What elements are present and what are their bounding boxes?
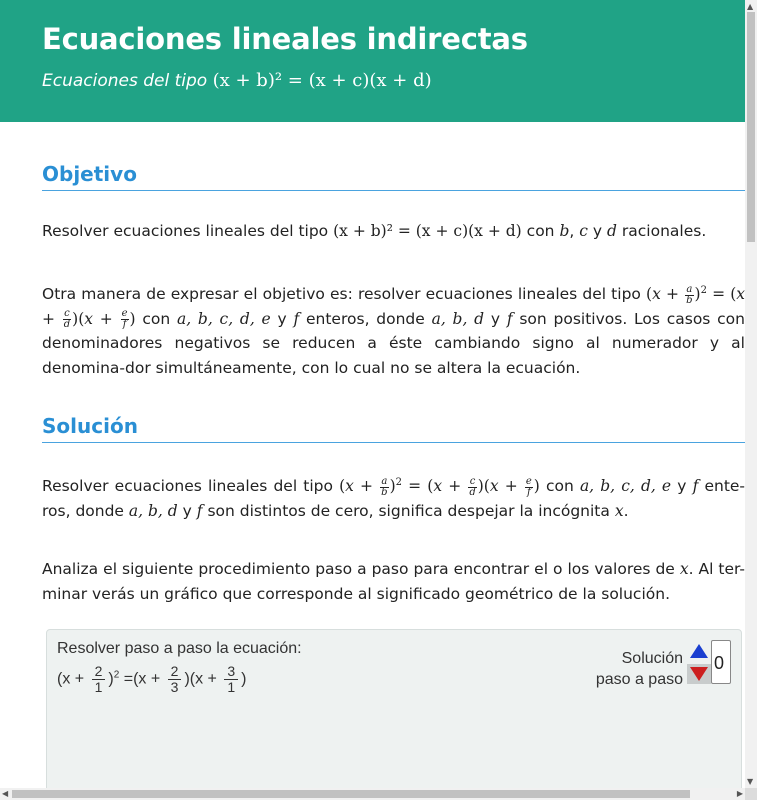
solucion-p1-vars: a, b, c, d, e: [579, 477, 672, 496]
step-up-icon[interactable]: [690, 644, 708, 658]
eq-fraction-2: [168, 664, 182, 695]
solucion-p2-part2: . Al ter-minar verás un gráfico que corresponde al significado geométrico de la solución.: [42, 560, 745, 603]
eq-close3: ): [241, 670, 247, 688]
objetivo-p2-vars2: a, b, d: [431, 309, 485, 328]
vertical-scrollbar[interactable]: [745, 0, 757, 788]
objetivo-p2-part3: enteros, donde: [306, 309, 425, 328]
step-label-line2: paso a paso: [595, 671, 683, 688]
page-subtitle: [42, 70, 432, 91]
objetivo-p2-formula: (x + $\frac{a}{b}$ )$^2$ = (x + $\frac{c}{d}$ )(x + $\frac{e}{f}$ ): [42, 283, 745, 331]
eq-close1: ): [108, 670, 114, 688]
step-label: [596, 648, 683, 690]
section-rule-objetivo: [42, 190, 745, 191]
solucion-p1-f: f: [692, 477, 699, 496]
eq-mid2: )(x +: [184, 670, 217, 688]
eq-num-1: 2: [92, 664, 106, 680]
eq-den-2: 3: [170, 679, 179, 695]
objetivo-p2-f2: f: [506, 309, 513, 328]
step-arrows: [687, 640, 711, 686]
objetivo-p1-formula: (x + b)² = (x + c)(x + d): [333, 222, 522, 240]
solucion-p1-f2: f: [196, 501, 203, 520]
objetivo-p1-d: d: [607, 222, 617, 240]
objetivo-p2-y2: y: [490, 309, 501, 328]
step-label-line1: Solución: [621, 650, 683, 667]
page-header: [0, 0, 745, 122]
solucion-p1-y2: y: [182, 501, 192, 520]
eq-square: 2: [113, 669, 120, 681]
scrollbar-corner: [745, 788, 757, 800]
objetivo-p2-f: f: [293, 309, 300, 328]
vertical-scroll-thumb[interactable]: [747, 12, 755, 242]
applet-prompt: Resolver paso a paso la ecuación:: [57, 640, 302, 657]
solucion-p2-part1: Analiza el siguiente procedimiento paso a paso para encontrar el o los valores de: [42, 560, 675, 578]
scroll-down-icon[interactable]: ▼: [747, 777, 754, 786]
objetivo-p1-text: Resolver ecuaciones lineales del tipo: [42, 222, 329, 240]
objetivo-p1-con: con: [526, 222, 555, 240]
section-rule-solucion: [42, 442, 745, 443]
eq-fraction-3: [224, 664, 238, 695]
scroll-left-icon[interactable]: ◀: [2, 789, 9, 798]
objetivo-p1-sep: ,: [569, 222, 575, 240]
objetivo-p1-c: c: [579, 222, 588, 240]
objetivo-p2-y: y: [277, 309, 287, 328]
applet-equation: [57, 664, 246, 695]
scroll-up-icon[interactable]: ▲: [747, 2, 754, 11]
solucion-paragraph-2: [42, 557, 745, 606]
solucion-p2-x: x: [679, 560, 689, 578]
objetivo-p2-part2: con: [142, 309, 171, 328]
objetivo-p2-vars: a, b, c, d, e: [176, 309, 271, 328]
step-down-icon[interactable]: [690, 667, 708, 681]
solucion-p1-dot: .: [623, 501, 629, 520]
eq-mid: =(x +: [123, 670, 161, 688]
step-down-button[interactable]: [687, 664, 711, 684]
solucion-p1-formula: (x + $\frac{a}{b}$ )$^2$ = (x + $\frac{c}{d}$ )(x + $\frac{e}{f}$ ): [339, 475, 540, 498]
horizontal-scrollbar[interactable]: [0, 788, 745, 800]
solucion-p1-y: y: [677, 477, 687, 496]
objetivo-p2-part4: son positivos. Los casos con denominadores negativos se reducen a éste cambiando signo al numerador y al denomina-dor simultáneamente, con lo cual no se altera la ecuación.: [42, 309, 745, 377]
page-title: Ecuaciones lineales indirectas: [42, 22, 528, 56]
step-by-step-applet[interactable]: [46, 629, 742, 788]
step-counter-field[interactable]: 0: [711, 640, 731, 684]
section-heading-solucion: Solución: [42, 414, 138, 438]
solucion-p1-vars2: a, b, d: [128, 501, 178, 520]
objetivo-p1-y: y: [592, 222, 603, 240]
objetivo-p1-end: racionales.: [621, 222, 707, 240]
eq-open1: (x +: [57, 670, 85, 688]
solucion-p1-x: x: [614, 501, 624, 520]
eq-fraction-1: [92, 664, 106, 695]
solucion-p1-part3: ente-ros, donde: [42, 477, 745, 520]
solucion-paragraph-1: [42, 471, 745, 523]
solucion-p1-part2: con: [545, 477, 574, 496]
eq-den-3: 1: [227, 679, 236, 695]
objetivo-paragraph-2: [42, 279, 745, 380]
horizontal-scroll-thumb[interactable]: [12, 790, 690, 798]
subtitle-prefix: Ecuaciones del tipo: [42, 71, 208, 91]
subtitle-formula: (x + b)² = (x + c)(x + d): [212, 70, 432, 91]
eq-num-2: 2: [168, 664, 182, 680]
solucion-p1-part4: son distintos de cero, significa despejar la incógnita: [207, 501, 610, 520]
section-heading-objetivo: Objetivo: [42, 162, 137, 186]
objetivo-p2-part1: Otra manera de expresar el objetivo es: resolver ecuaciones lineales del tipo: [42, 285, 641, 304]
solucion-p1-part1: Resolver ecuaciones lineales del tipo: [42, 477, 333, 496]
eq-num-3: 3: [224, 664, 238, 680]
objetivo-p1-b: b: [559, 222, 570, 240]
eq-den-1: 1: [94, 679, 103, 695]
scroll-right-icon[interactable]: ▶: [736, 789, 743, 798]
objetivo-paragraph-1: [42, 219, 745, 244]
